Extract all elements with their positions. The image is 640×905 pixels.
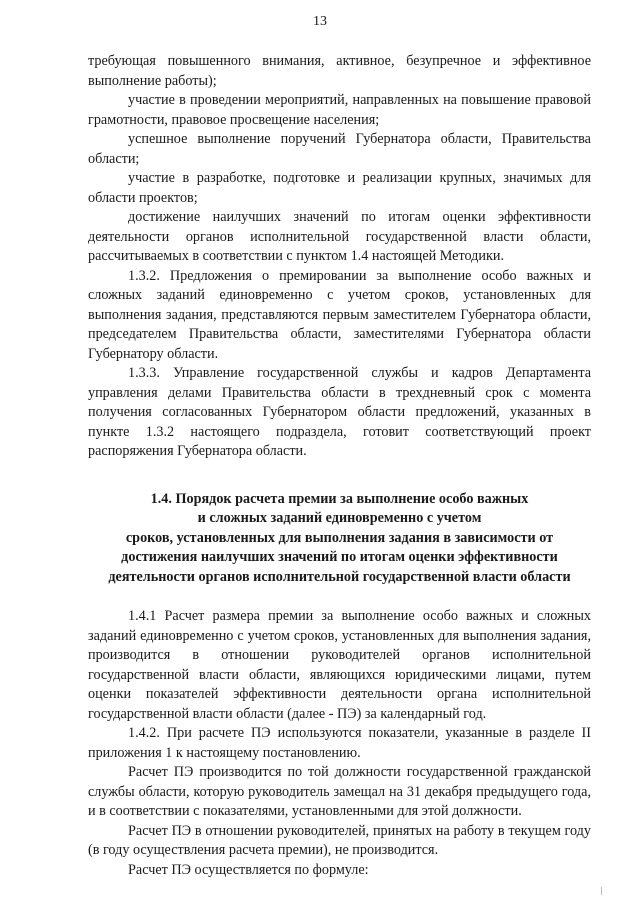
section-heading [88,490,591,588]
paragraph: участие в разработке, подготовке и реализации крупных, значимых для области проектов; [88,170,591,206]
section-1-4-text [88,607,591,880]
document-body [88,52,591,880]
paragraph: достижение наилучших значений по итогам оценки эффективности деятельности органов исполнительной государственной власти области, рассчитываемых в соответствии с пунктом 1.4 настоящей Методики. [88,209,591,264]
page-number: 13 [313,14,327,29]
paragraph: Расчет ПЭ в отношении руководителей, принятых на работу в текущем году (в году осуществления расчета премии), не производится. [88,822,591,858]
scan-mark [601,887,602,895]
heading-line: достижения наилучших значений по итогам оценки эффективности [121,549,558,565]
paragraph: успешное выполнение поручений Губернатора области, Правительства области; [88,131,591,167]
paragraph: 1.4.2. При расчете ПЭ используются показатели, указанные в разделе II приложения 1 к настоящему постановлению. [88,725,591,761]
heading-line: и сложных заданий единовременно с учетом [197,510,482,526]
paragraph: требующая повышенного внимания, активное, безупречное и эффективное выполнение работы); [88,53,591,89]
paragraph: Расчет ПЭ осуществляется по формуле: [128,861,369,878]
heading-line: деятельности органов исполнительной государственной власти области [108,568,571,585]
heading-line: 1.4. Порядок расчета премии за выполнение особо важных [150,490,529,507]
paragraph: 1.4.1 Расчет размера премии за выполнение особо важных и сложных заданий единовременно с учетом сроков, установленных для выполнения задания, производится в отношении руководителей органов исполнительной государственной власти области, являющихся юридическими лицами, путем оценки показателей эффективности деятельности органа исполнительной государственной власти области (далее - ПЭ) за календарный год. [88,608,591,722]
paragraph: 1.3.3. Управление государственной службы и кадров Департамента управления делами Правительства области в трехдневный срок с момента получения согласованных Губернатором области предложений, указанных в пункте 1.3.2 настоящего подраздела, готовит соответствующий проект распоряжения Губернатора области. [88,365,591,459]
paragraph: участие в проведении мероприятий, направленных на повышение правовой грамотности, правовое просвещение населения; [88,92,591,128]
heading-line: сроков, установленных для выполнения задания в зависимости от [125,529,554,546]
section-1-3-text [88,52,591,462]
paragraph: 1.3.2. Предложения о премировании за выполнение особо важных и сложных заданий единовременно с учетом сроков, установленных для выполнения задания, представляются первым заместителем Губернатора области, председателем Правительства области, заместителями Губернатора области Губернатору области. [88,267,591,362]
paragraph: Расчет ПЭ производится по той должности государственной гражданской службы области, которую руководитель замещал на 31 декабря предыдущего года, и в соответствии с показателями, установленными для этой должности. [88,764,591,819]
